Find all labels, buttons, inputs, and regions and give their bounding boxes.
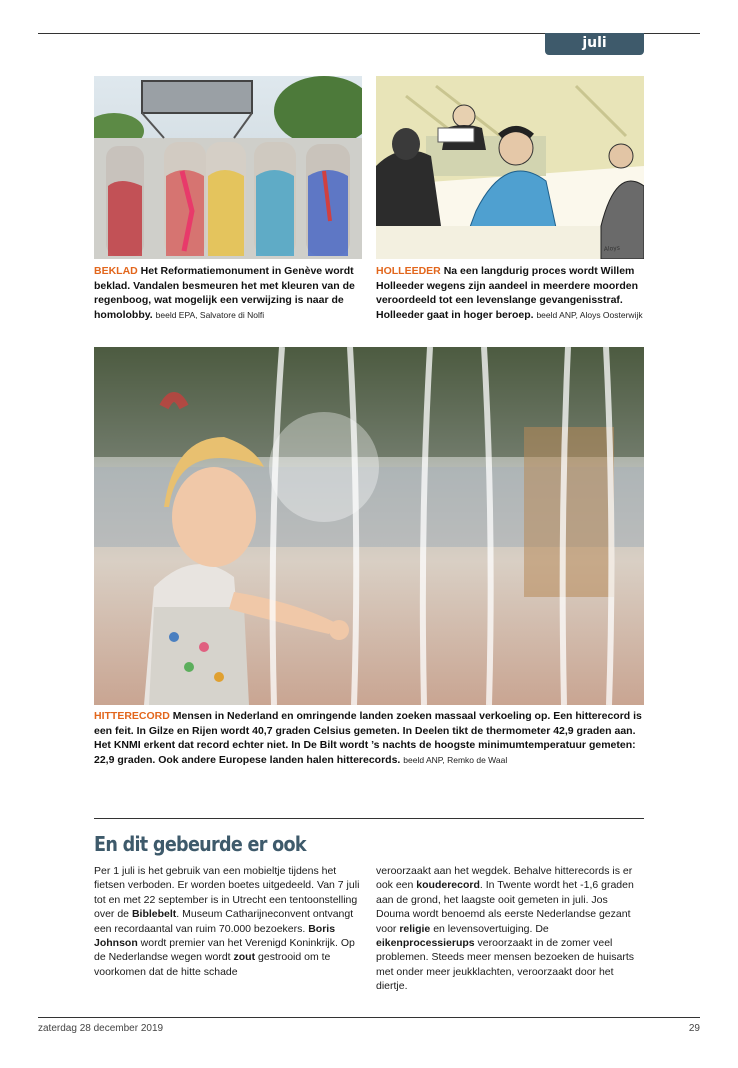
photo-beklad <box>94 76 362 259</box>
caption-text: Het Reformatiemonument in Genève wordt beklad. Vandalen besmeuren het met kleuren van de regenboog, wat mogelijk een verwijzing is naar de homolobby. <box>94 265 355 321</box>
caption-keyword: HITTERECORD <box>94 710 170 722</box>
bold-term: eikenprocessierups <box>376 937 475 950</box>
body-text: en levensovertuiging. De <box>430 922 549 935</box>
body-text: gestrooid om te voorkomen dat de hitte schade <box>94 951 331 978</box>
body-text: veroorzaakt in de zomer veel problemen. Steeds meer mensen bezoeken de huisarts met onder meer jeukklachten, veroorzaakt door het diertje. <box>376 937 634 993</box>
bold-term: kouderecord <box>416 879 480 892</box>
section-title: En dit gebeurde er ook <box>94 832 306 856</box>
page-number: 29 <box>688 1023 700 1034</box>
caption-beklad <box>94 264 362 322</box>
body-text: . In Twente wordt het -1,6 graden aan de grond, het laagste ooit gemeten in juli. Jos Douma wordt benoemd als eerste Nederlandse gezant voor <box>376 879 634 935</box>
courtroom-drawing <box>376 76 644 259</box>
photo-credit: beeld ANP, Remko de Waal <box>403 754 508 765</box>
caption-holleeder <box>376 264 644 322</box>
month-tab: juli <box>545 33 644 55</box>
body-text: wordt premier van het Verenigd Koninkrijk. Op de Nederlandse wegen wordt <box>94 937 355 964</box>
photo-credit: beeld ANP, Aloys Oosterwijk <box>536 309 643 320</box>
fountain-photo <box>94 347 644 705</box>
footer-date: zaterdag 28 december 2019 <box>38 1023 164 1034</box>
bold-term: Boris Johnson <box>94 922 336 950</box>
section-rule <box>94 818 644 819</box>
monument-illustration <box>94 76 362 259</box>
body-text: . Museum Catharijneconvent ontvangt een recordaantal van ruim 70.000 bezoekers. <box>94 908 354 935</box>
bold-term: Biblebelt <box>131 908 177 921</box>
body-text: Per 1 juli is het gebruik van een mobieltje tijdens het fietsen verboden. Er worden boetes uitgedeeld. Van 7 juli tot en met 22 september is in Utrecht een tentoonstelling over de <box>94 865 360 921</box>
photo-credit: beeld EPA, Salvatore di Nolfi <box>155 309 265 320</box>
photo-hitterecord <box>94 347 644 705</box>
caption-keyword: BEKLAD <box>94 265 138 277</box>
body-text: veroorzaakt aan het wegdek. Behalve hitterecords is er ook een <box>376 865 633 892</box>
body-column-right <box>376 864 644 994</box>
body-column-left <box>94 864 362 979</box>
caption-keyword: HOLLEEDER <box>376 265 441 277</box>
bold-term: religie <box>399 922 431 935</box>
photo-holleeder <box>376 76 644 259</box>
caption-hitterecord <box>94 709 644 767</box>
bold-term: zout <box>233 951 256 964</box>
svg-text:Aloys: Aloys <box>603 244 621 253</box>
caption-text: Na een langdurig proces wordt Willem Holleeder wegens zijn aandeel in meerdere moorden veroordeeld tot een levenslange gevangenisstraf. Holleeder gaat in hoger beroep. <box>376 265 638 321</box>
caption-text: Mensen in Nederland en omringende landen zoeken massaal verkoeling op. Een hitterecord is een feit. In Gilze en Rijen wordt 40,7 graden Celsius gemeten. In Deelen tikt de thermometer 42,9 graden aan. Het KNMI erkent dat record echter niet. In De Bilt wordt ’s nachts de hoogste minimumtemperatuur gemeten: 22,9 graden. Ook andere Europese landen halen hitterecords. <box>94 710 642 766</box>
bottom-rule <box>38 1017 700 1018</box>
